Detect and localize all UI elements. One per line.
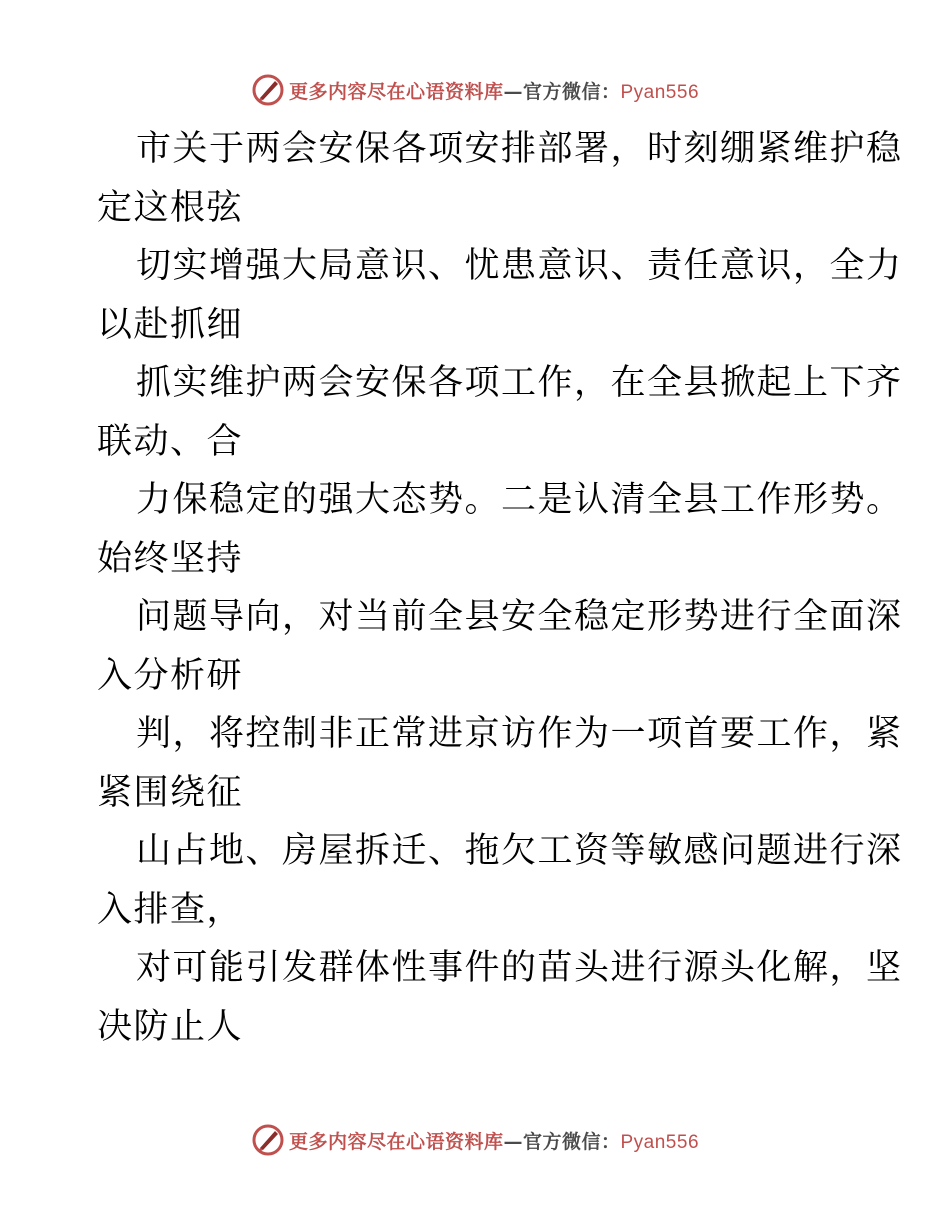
quill-pen-logo-icon bbox=[251, 1123, 285, 1157]
watermark-site-name: 更多内容尽在心语资料库 bbox=[288, 1130, 504, 1153]
paragraph bbox=[97, 588, 903, 705]
footer-watermark bbox=[0, 1120, 950, 1160]
paragraph-line: 联动、合 bbox=[97, 421, 244, 462]
paragraph bbox=[97, 705, 903, 822]
paragraph bbox=[97, 354, 903, 471]
paragraph-line: 入排查， bbox=[97, 889, 244, 930]
header-watermark bbox=[0, 70, 950, 110]
quill-pen-logo-icon bbox=[251, 73, 285, 107]
paragraph-line: 判，将控制非正常进京访作为一项首要工作，紧 bbox=[136, 714, 903, 754]
paragraph-line: 始终坚持 bbox=[97, 538, 244, 579]
paragraph-line: 抓实维护两会安保各项工作，在全县掀起上下齐 bbox=[136, 363, 903, 403]
paragraph-line: 力保稳定的强大态势。二是认清全县工作形势。 bbox=[136, 480, 903, 520]
watermark-text bbox=[289, 77, 699, 104]
paragraph-line: 以赴抓细 bbox=[97, 304, 244, 345]
watermark-wechat-id: Pyan556 bbox=[620, 81, 700, 103]
watermark-site-name: 更多内容尽在心语资料库 bbox=[288, 80, 504, 103]
paragraph-line: 入分析研 bbox=[97, 655, 244, 696]
paragraph-line: 对可能引发群体性事件的苗头进行源头化解，坚 bbox=[136, 948, 903, 988]
watermark-wechat-id: Pyan556 bbox=[620, 1131, 700, 1153]
watermark-wechat-label: —官方微信： bbox=[503, 80, 621, 103]
paragraph bbox=[97, 237, 903, 354]
paragraph-line: 切实增强大局意识、忧患意识、责任意识，全力 bbox=[136, 246, 903, 286]
watermark-wechat-label: —官方微信： bbox=[503, 1130, 621, 1153]
body-text bbox=[97, 120, 903, 1056]
paragraph bbox=[97, 822, 903, 939]
paragraph-line: 定这根弦 bbox=[97, 187, 244, 228]
paragraph-line: 市关于两会安保各项安排部署，时刻绷紧维护稳 bbox=[136, 129, 903, 169]
paragraph-line: 山占地、房屋拆迁、拖欠工资等敏感问题进行深 bbox=[136, 831, 903, 871]
paragraph bbox=[97, 120, 903, 237]
paragraph-line: 紧围绕征 bbox=[97, 772, 244, 813]
paragraph-line: 问题导向，对当前全县安全稳定形势进行全面深 bbox=[136, 597, 903, 637]
paragraph bbox=[97, 471, 903, 588]
watermark-text bbox=[289, 1127, 699, 1154]
paragraph bbox=[97, 939, 903, 1056]
paragraph-line: 决防止人 bbox=[97, 1006, 244, 1047]
